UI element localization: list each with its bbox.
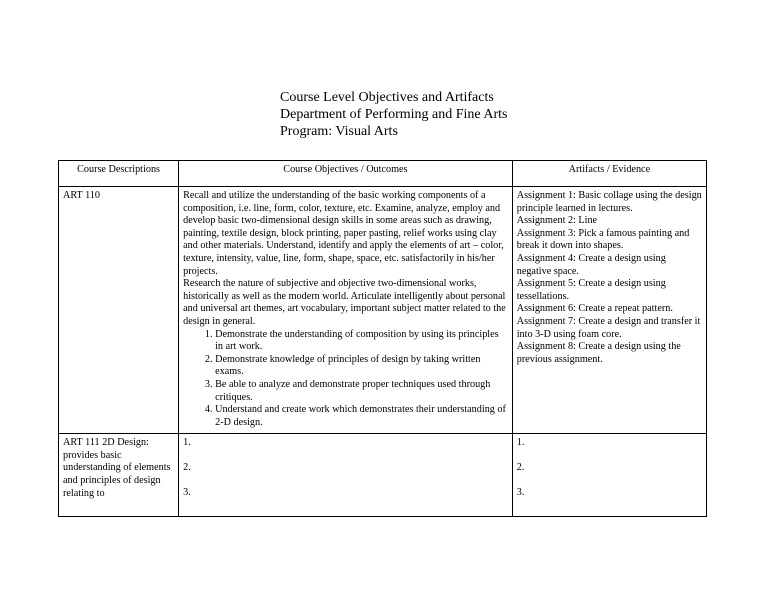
course-cell: ART 111 2D Design: provides basic understanding of elements and principles of design relating to <box>59 434 179 517</box>
artifacts-cell <box>512 187 706 434</box>
header-course-descriptions: Course Descriptions <box>59 161 179 187</box>
blank-item: 1. <box>183 437 191 449</box>
list-item: 1. Demonstrate the understanding of composition by using its principles in art work. <box>215 329 508 354</box>
document-title-block <box>280 89 507 140</box>
outcomes-list <box>183 329 508 430</box>
artifact-item: Assignment 3: Pick a famous painting and break it down into shapes. <box>516 227 690 252</box>
header-artifacts-evidence: Artifacts / Evidence <box>512 161 706 187</box>
objectives-cell <box>179 187 513 434</box>
title-line-2: Department of Performing and Fine Arts <box>280 107 508 122</box>
title-line-1: Course Level Objectives and Artifacts <box>280 90 494 105</box>
artifact-item: Assignment 7: Create a design and transfer it into 3-D using foam core. <box>516 315 701 340</box>
course-cell: ART 110 <box>59 187 179 434</box>
table-row <box>59 434 707 517</box>
objectives-paragraph: Research the nature of subjective and objective two-dimensional works, historically as well as the modern world. Articulate intelligently about personal and universal art themes, art vocabulary, important subject matter related to the design in general. <box>183 278 506 327</box>
artifact-item: Assignment 8: Create a design using the previous assignment. <box>516 341 681 365</box>
artifact-item: Assignment 5: Create a design using tessellations. <box>516 278 666 302</box>
table-row <box>59 187 707 434</box>
objectives-cell <box>179 434 513 517</box>
artifact-item: Assignment 6: Create a repeat pattern. <box>516 303 673 315</box>
blank-item: 3. <box>183 487 191 499</box>
artifact-item: Assignment 1: Basic collage using the design principle learned in lectures. <box>516 190 702 214</box>
blank-item: 1. <box>516 437 525 449</box>
list-item: 2. Demonstrate knowledge of principles of design by taking written exams. <box>215 354 508 379</box>
artifacts-cell <box>512 434 706 517</box>
objectives-table <box>58 160 707 517</box>
list-item: 3. Be able to analyze and demonstrate proper techniques used through critiques. <box>215 379 508 404</box>
title-line-3: Program: Visual Arts <box>280 124 398 139</box>
artifact-item: Assignment 2: Line <box>516 215 598 227</box>
list-item: 4. Understand and create work which demonstrates their understanding of 2-D design. <box>215 404 508 429</box>
blank-item: 3. <box>516 487 525 499</box>
table-header-row <box>59 161 707 187</box>
artifact-item: Assignment 4: Create a design using negative space. <box>516 252 666 277</box>
objectives-paragraph: Recall and utilize the understanding of the basic working components of a composition, i.e. line, form, color, texture, etc. Examine, analyze, employ and develop basic two-dimensional design skills in some areas such as drawing, painting, textile design, block printing, paper pasting, relief works using clay and other materials. Understand, identify and apply the elements of art – color, texture, intensity, value, line, form, shape, space, etc. satisfactorily in his/her projects. <box>183 190 504 277</box>
blank-item: 2. <box>183 462 191 474</box>
header-course-objectives: Course Objectives / Outcomes <box>179 161 513 187</box>
blank-item: 2. <box>516 462 525 474</box>
